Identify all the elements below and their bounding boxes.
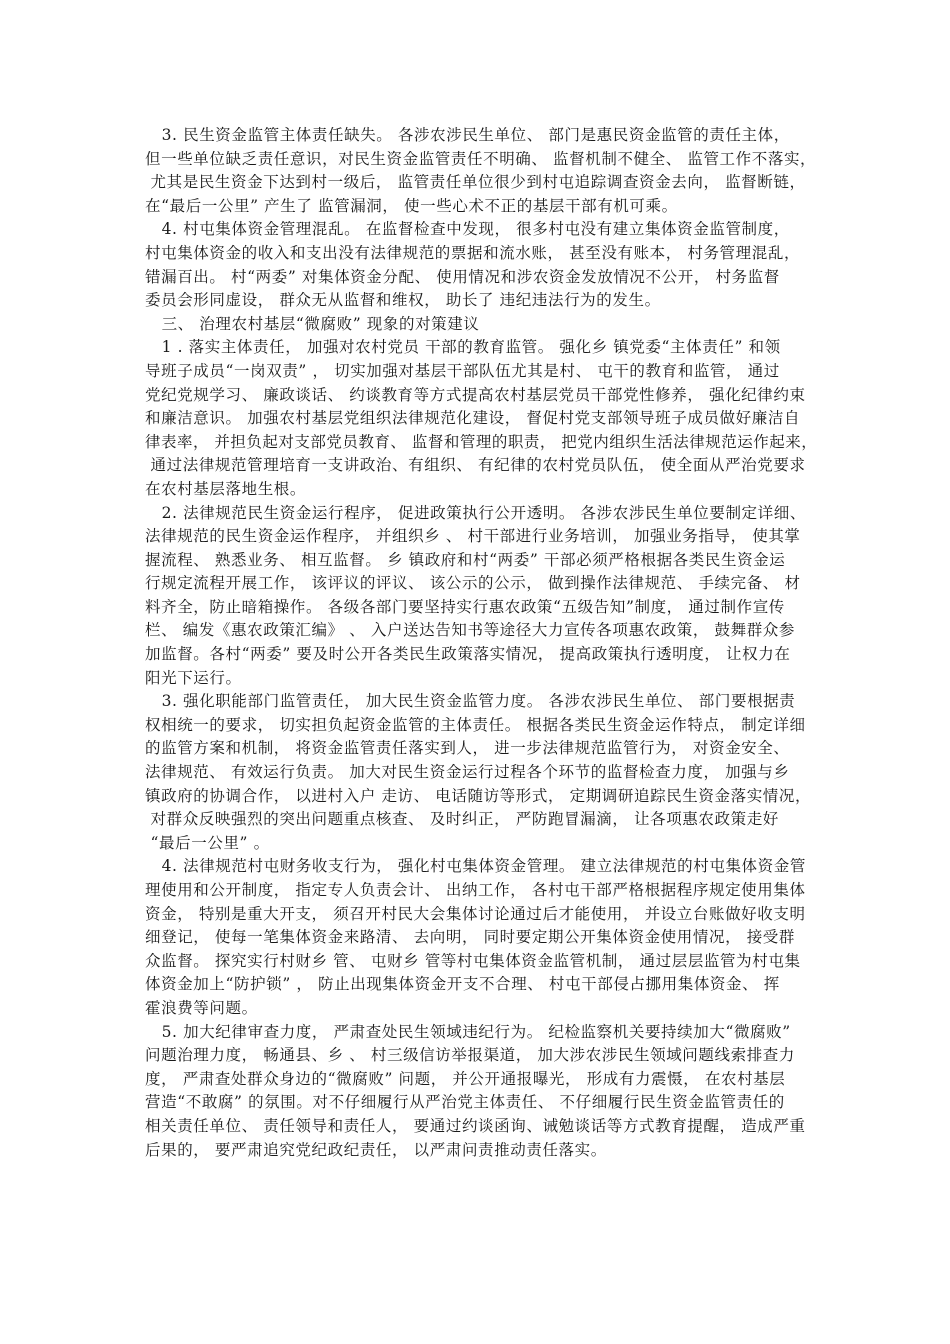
- text-line: 问题治理力度， 畅通县、乡 、 村三级信访举报渠道， 加大涉农涉民生领域问题线索排查力: [145, 1046, 796, 1065]
- text-line: 5. 加大纪律审查力度， 严肃查处民生领域违纪行为。 纪检监察机关要持续加大“微腐败”: [145, 1022, 791, 1041]
- text-line: 资金， 特别是重大开支， 须召开村民大会集体讨论通过后才能使用， 并设立台账做好收支明: [145, 904, 806, 923]
- text-line: 4. 村屯集体资金管理混乱。 在监督检查中发现， 很多村屯没有建立集体资金监管制度，: [145, 220, 790, 239]
- text-line: 律表率， 并担负起对支部党员教育、 监督和管理的职责， 把党内组织生活法律规范运作起来，: [145, 432, 818, 451]
- text-line: 4. 法律规范村屯财务收支行为， 强化村屯集体资金管理。 建立法律规范的村屯集体资金管: [145, 857, 806, 876]
- text-line: “最后一公里” 。: [145, 833, 270, 852]
- document-body: [145, 124, 818, 1162]
- text-line: 对群众反映强烈的突出问题重点核查、 及时纠正， 严防跑冒漏滴， 让各项惠农政策走好: [145, 810, 779, 829]
- text-line: 理使用和公开制度， 指定专人负责会计、 出纳工作， 各村屯干部严格根据程序规定使用集体: [145, 881, 806, 899]
- text-line: 加监督。各村“两委” 要及时公开各类民生政策落实情况， 提高政策执行透明度， 让权力在: [145, 645, 791, 664]
- text-line: 镇政府的协调合作， 以进村入户 走访、 电话随访等形式， 定期调研追踪民生资金落实情况，: [145, 786, 812, 805]
- text-line: 霍浪费等问题。: [145, 998, 258, 1017]
- text-line: 但一些单位缺乏责任意识，对民生资金监管责任不明确、 监督机制不健全、 监管工作不落实，: [145, 149, 817, 168]
- text-line: 委员会形同虚设， 群众无从监督和维权， 助长了 违纪违法行为的发生。: [145, 291, 661, 310]
- text-line: 细登记， 使每一笔集体资金来路清、 去向明， 同时要定期公开集体资金使用情况， 接受群: [145, 928, 796, 947]
- text-line: 的监管方案和机制， 将资金监管责任落实到人， 进一步法律规范监管行为， 对资金安全、: [145, 739, 790, 758]
- text-line: 体资金加上“防护锁” ， 防止出现集体资金开支不合理、 村屯干部侵占挪用集体资金、 挥: [145, 975, 780, 994]
- text-line: 度， 严肃查处群众身边的“微腐败” 问题， 并公开通报曝光， 形成有力震慑， 在农村基层: [145, 1069, 786, 1088]
- text-line: 和廉洁意识。 加强农村基层党组织法律规范化建设， 督促村党支部领导班子成员做好廉洁自: [145, 409, 801, 428]
- text-line: 料齐全，防止暗箱操作。 各级各部门要坚持实行惠农政策“五级告知”制度， 通过制作宣传: [145, 597, 785, 616]
- text-line: 通过法律规范管理培育一支讲政治、有组织、 有纪律的农村党员队伍， 使全面从严治党要求: [145, 456, 806, 475]
- text-line: 导班子成员“一岗双责” ， 切实加强对基层干部队伍尤其是村、 屯干的教育和监管， 通过: [145, 361, 780, 380]
- text-line: 三、 治理农村基层“微腐败” 现象的对策建议: [145, 314, 480, 333]
- text-line: 在农村基层落地生根。: [145, 479, 307, 498]
- text-line: 法律规范、 有效运行负责。 加大对民生资金运行过程各个环节的监督检查力度， 加强与乡: [145, 763, 790, 782]
- text-line: 权相统一的要求， 切实担负起资金监管的主体责任。 根据各类民生资金运作特点， 制定详细: [145, 715, 806, 734]
- text-line: 众监督。 探究实行村财乡 管、 屯财乡 管等村屯集体资金监管机制， 通过层层监管为村屯集: [145, 951, 801, 970]
- text-line: 党纪党规学习、 廉政谈话、 约谈教育等方式提高农村基层党员干部党性修养， 强化纪律约束: [145, 385, 806, 404]
- text-line: 2. 法律规范民生资金运行程序， 促进政策执行公开透明。 各涉农涉民生单位要制定详细、: [145, 503, 806, 522]
- text-line: 行规定流程开展工作， 该评议的评议、 该公示的公示， 做到操作法律规范、 手续完备、 材: [145, 574, 801, 593]
- text-line: 营造“不敢腐” 的氛围。对不仔细履行从严治党主体责任、 不仔细履行民生资金监管责任的: [145, 1093, 785, 1112]
- text-line: 错漏百出。 村“两委” 对集体资金分配、 使用情况和涉农资金发放情况不公开， 村务监督: [145, 267, 780, 286]
- text-line: 后果的， 要严肃追究党纪政纪责任， 以严肃问责推动责任落实。: [145, 1140, 607, 1159]
- text-line: 相关责任单位、 责任领导和责任人， 要通过约谈函询、诫勉谈话等方式教育提醒， 造成严重: [145, 1116, 806, 1135]
- text-line: 3. 强化职能部门监管责任， 加大民生资金监管力度。 各涉农涉民生单位、 部门要根据责: [145, 692, 796, 711]
- text-line: 阳光下运行。: [145, 668, 242, 687]
- text-line: 1 . 落实主体责任， 加强对农村党员 干部的教育监管。 强化乡 镇党委“主体责任” 和领: [145, 338, 781, 357]
- text-line: 栏、 编发《惠农政策汇编》 、 入户送达告知书等途径大力宣传各项惠农政策， 鼓舞群众参: [145, 621, 796, 640]
- text-line: 村屯集体资金的收入和支出没有法律规范的票据和流水账， 甚至没有账本， 村务管理混乱，: [145, 243, 801, 262]
- text-line: 握流程、 熟悉业务、 相互监督。 乡 镇政府和村“两委” 干部必须严格根据各类民生资金运: [145, 550, 786, 569]
- text-line: 在“最后一公里” 产生了 监管漏洞， 使一些心术不正的基层干部有机可乘。: [145, 196, 678, 215]
- text-line: 3. 民生资金监管主体责任缺失。 各涉农涉民生单位、 部门是惠民资金监管的责任主体，: [145, 126, 790, 144]
- text-line: 法律规范的民生资金运作程序， 并组织乡 、 村干部进行业务培训， 加强业务指导， 使其掌: [145, 527, 801, 546]
- text-line: 尤其是民生资金下达到村一级后， 监管责任单位很少到村屯追踪调查资金去向， 监督断链，: [145, 173, 806, 192]
